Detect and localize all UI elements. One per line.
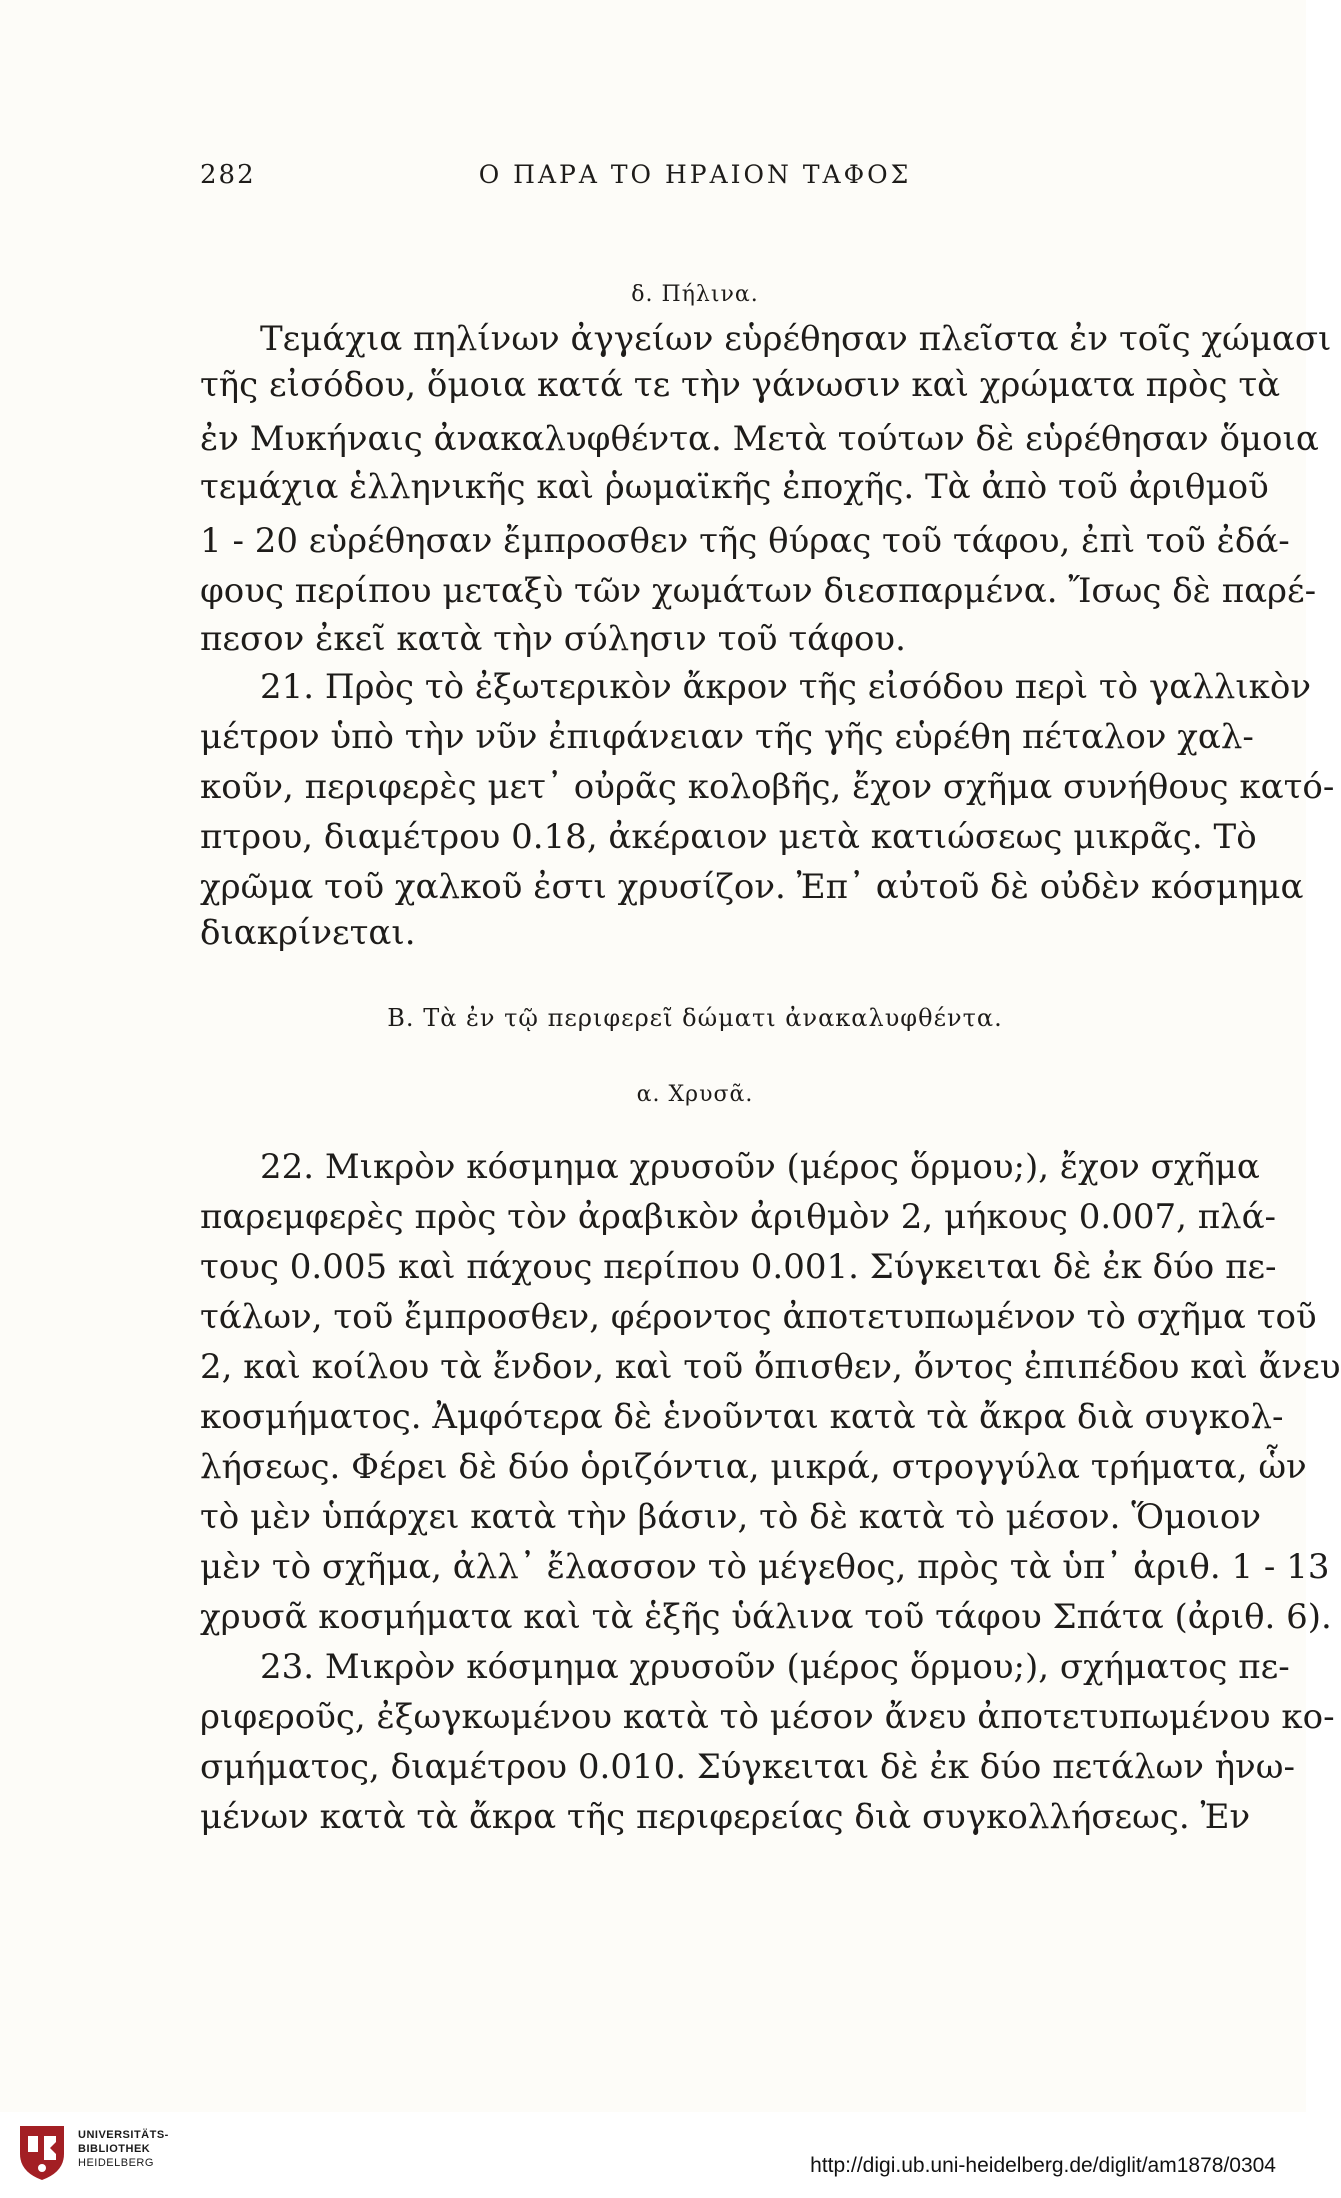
text-line: κοῦν, περιφερὲς μετ᾿ οὐρᾶς κολοβῆς, ἔχον σχῆμα συνήθους κατό- — [200, 767, 1335, 807]
text-line: ἐν Μυκήναις ἀνακαλυφθέντα. Μετὰ τούτων δὲ εὑρέθησαν ὅμοια — [200, 419, 1319, 459]
digitization-footer — [0, 2112, 1306, 2198]
text-line: τεμάχια ἑλληνικῆς καὶ ῥωμαϊκῆς ἐποχῆς. Τὰ ἀπὸ τοῦ ἀριθμοῦ — [200, 467, 1269, 507]
text-line: τὸ μὲν ὑπάρχει κατὰ τὴν βάσιν, τὸ δὲ κατὰ τὸ μέσον. Ὅμοιον — [200, 1497, 1262, 1537]
text-line: τάλων, τοῦ ἔμπροσθεν, φέροντος ἀποτετυπωμένον τὸ σχῆμα τοῦ — [200, 1297, 1317, 1337]
running-title: Ο ΠΑΡΑ ΤΟ ΗΡΑΙΟΝ ΤΑΦΟΣ — [478, 160, 912, 189]
text-line: σμήματος, διαμέτρου 0.010. Σύγκειται δὲ ἐκ δύο πετάλων ἡνω- — [200, 1747, 1295, 1787]
page-number: 282 — [200, 160, 256, 190]
text-line: μὲν τὸ σχῆμα, ἀλλ᾿ ἔλασσον τὸ μέγεθος, πρὸς τὰ ὑπ᾿ ἀριθ. 1 - 13 — [200, 1547, 1330, 1587]
text-line: λήσεως. Φέρει δὲ δύο ὁριζόντια, μικρά, στρογγύλα τρήματα, ὧν — [200, 1447, 1307, 1487]
text-line: πεσον ἐκεῖ κατὰ τὴν σύλησιν τοῦ τάφου. — [200, 619, 906, 659]
text-line: Τεμάχια πηλίνων ἀγγείων εὑρέθησαν πλεῖστα ἐν τοῖς χώμασι — [260, 319, 1332, 359]
permalink-url[interactable]: http://digi.ub.uni-heidelberg.de/diglit/am1878/0304 — [810, 2154, 1276, 2177]
text-line: χρῶμα τοῦ χαλκοῦ ἐστι χρυσίζον. Ἐπ᾿ αὐτοῦ δὲ οὐδὲν κόσμημα — [200, 867, 1304, 907]
text-line: χρυσᾶ κοσμήματα καὶ τὰ ἑξῆς ὑάλινα τοῦ τάφου Σπάτα (ἀριθ. 6). — [200, 1597, 1332, 1637]
text-line: 22. Μικρὸν κόσμημα χρυσοῦν (μέρος ὅρμου;), ἔχον σχῆμα — [260, 1147, 1260, 1187]
text-line: ριφεροῦς, ἐξωγκωμένου κατὰ τὸ μέσον ἄνευ ἀποτετυπωμένου κο- — [200, 1697, 1335, 1737]
text-line: 1 - 20 εὑρέθησαν ἔμπροσθεν τῆς θύρας τοῦ τάφου, ἐπὶ τοῦ ἐδά- — [200, 521, 1290, 561]
text-line: κοσμήματος. Ἀμφότερα δὲ ἑνοῦνται κατὰ τὰ ἄκρα διὰ συγκολ- — [200, 1397, 1284, 1437]
text-line: τους 0.005 καὶ πάχους περίπου 0.001. Σύγκειται δὲ ἐκ δύο πε- — [200, 1247, 1277, 1287]
text-line: 21. Πρὸς τὸ ἐξωτερικὸν ἄκρον τῆς εἰσόδου περὶ τὸ γαλλικὸν — [260, 667, 1312, 707]
library-name — [78, 2128, 169, 2170]
section-heading-delta: δ. Πήλινα. — [631, 282, 759, 307]
text-line: παρεμφερὲς πρὸς τὸν ἀραβικὸν ἀριθμὸν 2, μήκους 0.007, πλά- — [200, 1197, 1277, 1237]
library-name-line: UNIVERSITÄTS- — [78, 2129, 169, 2141]
text-line: πτρου, διαμέτρου 0.18, ἀκέραιον μετὰ κατιώσεως μικρᾶς. Τὸ — [200, 817, 1257, 857]
section-heading-alpha: α. Χρυσᾶ. — [636, 1082, 754, 1107]
text-line: τῆς εἰσόδου, ὅμοια κατά τε τὴν γάνωσιν καὶ χρώματα πρὸς τὰ — [200, 365, 1281, 405]
text-line: φους περίπου μεταξὺ τῶν χωμάτων διεσπαρμένα. Ἴσως δὲ παρέ- — [200, 571, 1317, 611]
text-line: μέτρον ὑπὸ τὴν νῦν ἐπιφάνειαν τῆς γῆς εὑρέθη πέταλον χαλ- — [200, 717, 1254, 757]
section-heading-B: Β. Τὰ ἐν τῷ περιφερεῖ δώματι ἀνακαλυφθέντα. — [387, 1004, 1003, 1032]
text-line: 23. Μικρὸν κόσμημα χρυσοῦν (μέρος ὅρμου;), σχήματος πε- — [260, 1647, 1290, 1687]
text-line: 2, καὶ κοίλου τὰ ἔνδον, καὶ τοῦ ὄπισθεν, ὄντος ἐπιπέδου καὶ ἄνευ — [200, 1347, 1341, 1387]
running-head — [200, 160, 1190, 200]
library-name-line: HEIDELBERG — [78, 2157, 154, 2169]
library-name-line: BIBLIOTHEK — [78, 2143, 151, 2155]
text-line: μένων κατὰ τὰ ἄκρα τῆς περιφερείας διὰ συγκολλήσεως. Ἐν — [200, 1797, 1251, 1837]
university-seal-icon — [14, 2122, 70, 2182]
text-line: διακρίνεται. — [200, 913, 416, 953]
